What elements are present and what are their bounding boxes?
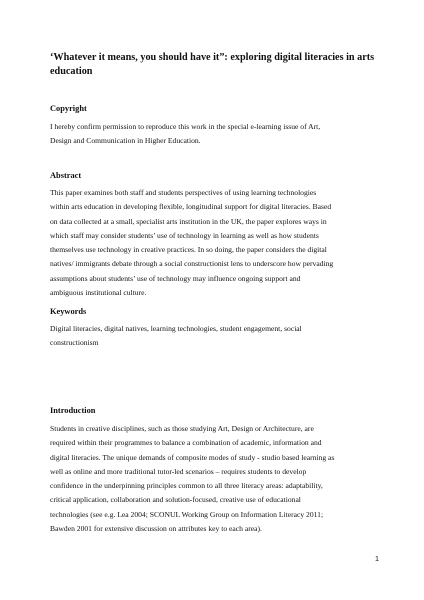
text-line: critical application, collaboration and solution-focused, creative use of educational: [50, 495, 301, 505]
page-number: 1: [375, 554, 379, 563]
text-line: constructionism: [50, 338, 99, 348]
text-line: natives/ immigrants debate through a social constructionist lens to underscore how pervading: [50, 259, 334, 269]
copyright-paragraph: [50, 120, 380, 149]
abstract-heading: Abstract: [50, 171, 82, 180]
text-line: Students in creative disciplines, such as those studying Art, Design or Architecture, are: [50, 424, 314, 433]
keywords-heading: Keywords: [50, 307, 87, 316]
text-line: Design and Communication in Higher Education.: [50, 136, 201, 146]
text-line: digital literacies. The unique demands of composite modes of study - studio based learning as: [50, 452, 335, 462]
text-line: which staff may consider students’ use of technology in learning as well as how students: [50, 230, 319, 240]
text-line: This paper examines both staff and students perspectives of using learning technologies: [50, 188, 317, 197]
title-line: ‘Whatever it means, you should have it”: exploring digital literacies in arts: [50, 52, 375, 63]
abstract-paragraph: [50, 186, 380, 300]
text-line: on data collected at a small, specialist arts institution in the UK, the paper explores ways in: [50, 216, 327, 226]
text-line: I hereby confirm permission to reproduce this work in the special e-learning issue of Art,: [50, 122, 321, 131]
introduction-heading: Introduction: [50, 406, 96, 415]
text-line: within arts education in developing flexible, longitudinal support for digital literacies. Based: [50, 202, 332, 212]
text-line: ambiguous institutional culture.: [50, 288, 147, 298]
text-line: Digital literacies, digital natives, learning technologies, student engagement, social: [50, 324, 302, 333]
text-line: required within their programmes to balance a combination of academic, information and: [50, 438, 322, 448]
text-line: assumptions about students’ use of technology may influence ongoing support and: [50, 273, 301, 283]
text-line: confidence in the underpinning principles common to all three literacy areas: adaptability,: [50, 481, 323, 491]
introduction-paragraph: [50, 422, 380, 536]
text-line: technologies (see e.g. Lea 2004; SCONUL Working Group on Information Literacy 2011;: [50, 509, 324, 519]
text-line: themselves use technology in creative practices. In so doing, the paper considers the digital: [50, 245, 327, 255]
copyright-heading: Copyright: [50, 104, 87, 113]
keywords-paragraph: [50, 322, 380, 351]
paper-title: [50, 51, 380, 79]
text-line: well as online and more traditional tutor-led scenarios – requires students to develop: [50, 466, 307, 476]
title-line: education: [50, 66, 93, 77]
text-line: Bawden 2001 for extensive discussion on attributes key to each area).: [50, 524, 262, 534]
